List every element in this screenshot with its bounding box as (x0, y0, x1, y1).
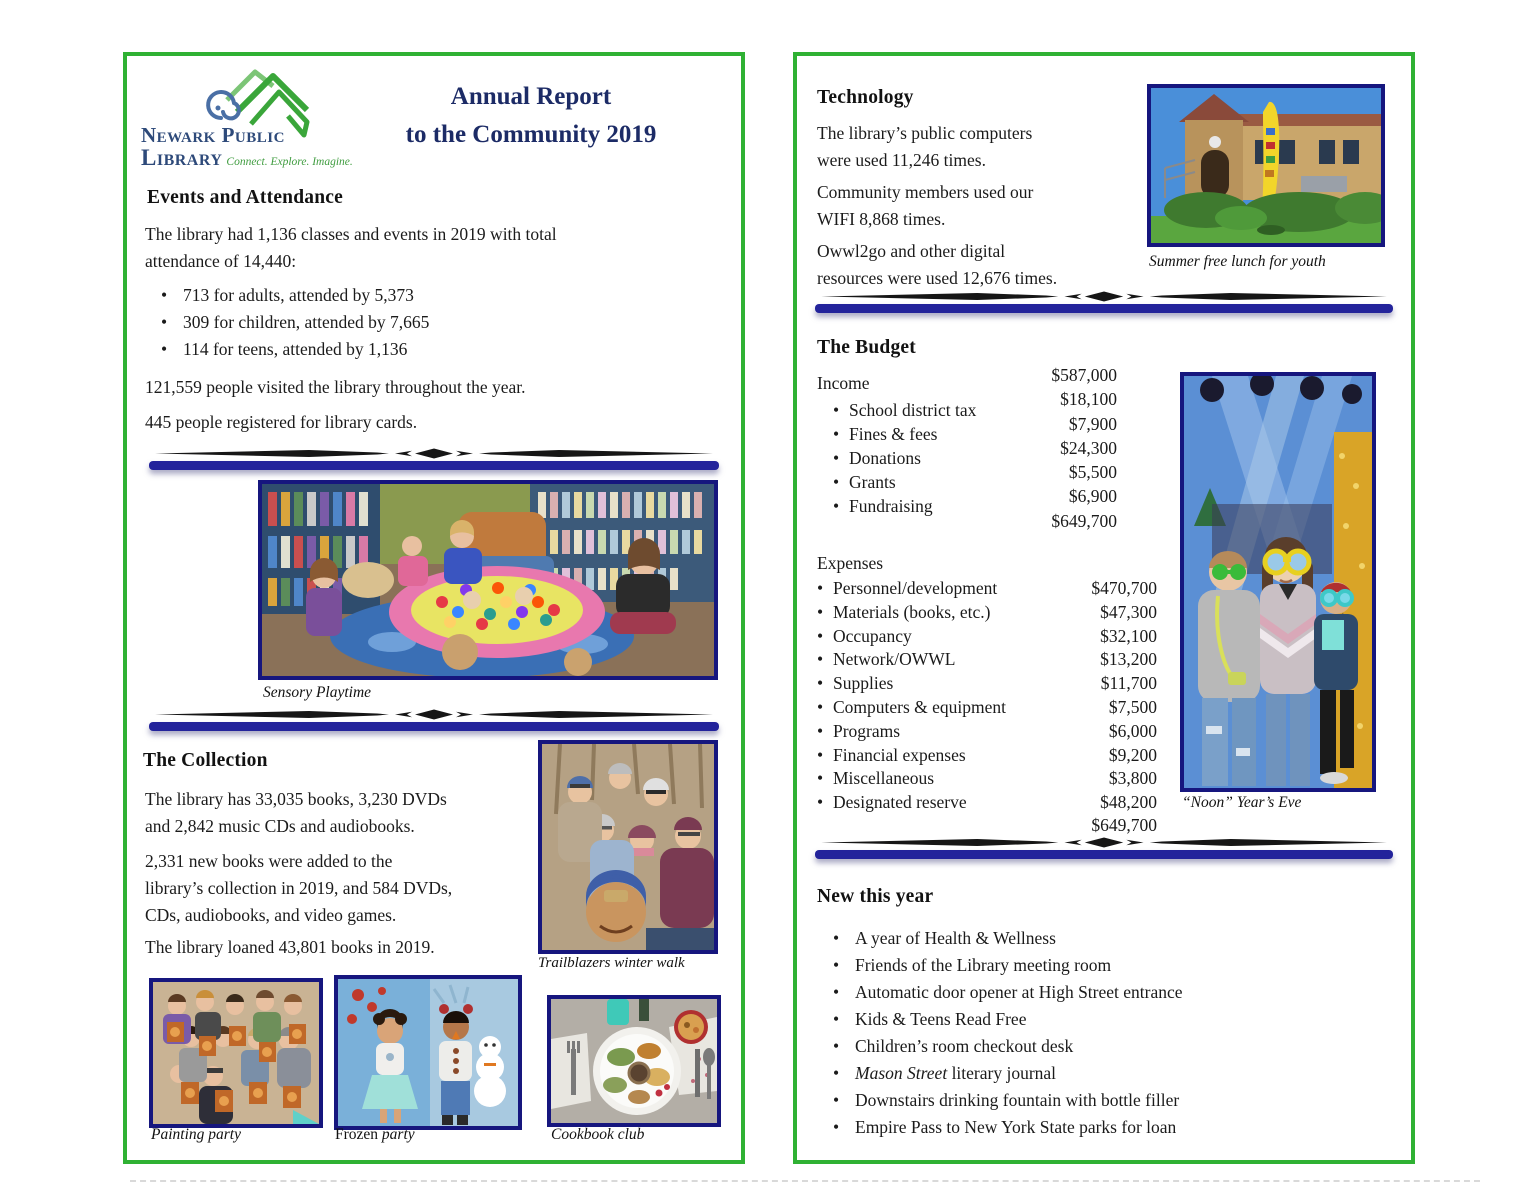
section-divider (815, 290, 1393, 313)
caption-painting-party: Painting party (151, 1126, 241, 1143)
photo-summer-free-lunch (1147, 84, 1385, 247)
list-item: • Automatic door opener at High Street entrance (833, 979, 1393, 1006)
expense-row: • Programs $6,000 (817, 720, 1157, 744)
income-value: $6,900 (1068, 486, 1117, 507)
technology-paragraph-2: Community members used our WIFI 8,868 times. (817, 182, 1034, 229)
events-cards-paragraph: 445 people registered for library cards. (145, 412, 418, 432)
bullet-icon (817, 720, 833, 744)
budget-heading: The Budget (817, 337, 916, 358)
expense-row: • Supplies $11,700 (817, 672, 1157, 696)
bullet-icon (833, 398, 849, 422)
list-item-mason-street: • Mason Street literary journal (833, 1060, 1393, 1087)
logo-tagline: Connect. Explore. Imagine. (226, 156, 353, 168)
photo-trailblazers-winter-walk (538, 740, 718, 954)
bullet-icon (833, 1006, 855, 1033)
bullet-icon (817, 601, 833, 625)
list-item: • School district tax (833, 398, 1053, 422)
bullet-icon (161, 309, 183, 336)
income-value: $7,900 (1068, 413, 1117, 434)
report-title-line2: to the Community 2019 (405, 121, 657, 148)
logo-name-line2: Library Connect. Explore. Imagine. (141, 145, 353, 170)
expense-row: • Designated reserve $48,200 (817, 791, 1157, 815)
list-item: • Kids & Teens Read Free (833, 1006, 1393, 1033)
collection-paragraph-1: The library has 33,035 books, 3,230 DVDs and 2,842 music CDs and audiobooks. (145, 789, 447, 836)
bullet-icon (833, 446, 849, 470)
budget-income-label: Income (817, 373, 870, 393)
budget-expenses-label: Expenses (817, 553, 884, 573)
technology-heading: Technology (817, 87, 914, 108)
bullet-icon (833, 1060, 855, 1087)
bullet-icon (161, 336, 183, 363)
new-this-year-list (833, 925, 1393, 1141)
list-item: • 114 for teens, attended by 1,136 (161, 336, 721, 363)
list-item: • Empire Pass to New York State parks for loan (833, 1114, 1393, 1141)
section-divider (149, 447, 719, 470)
list-item: • Fundraising (833, 494, 1053, 518)
list-item: • Children’s room checkout desk (833, 1033, 1393, 1060)
expense-row: • Materials (books, etc.) $47,300 (817, 601, 1157, 625)
noon-years-eve-image (1184, 376, 1372, 788)
divider-bar (149, 461, 719, 470)
photo-painting-party (149, 978, 323, 1128)
cookbook-club-image (551, 999, 717, 1123)
expense-row: • Miscellaneous $3,800 (817, 767, 1157, 791)
list-item: • 713 for adults, attended by 5,373 (161, 282, 721, 309)
logo-name-line1: Newark Public (141, 123, 285, 147)
bullet-icon (833, 494, 849, 518)
income-value: $24,300 (1060, 437, 1117, 458)
list-item: • Friends of the Library meeting room (833, 952, 1393, 979)
events-visits-paragraph: 121,559 people visited the library throughout the year. (145, 377, 526, 397)
bullet-icon (817, 648, 833, 672)
expense-row: • Occupancy $32,100 (817, 625, 1157, 649)
caption-summer-free-lunch: Summer free lunch for youth (1149, 253, 1326, 270)
bullet-icon (817, 672, 833, 696)
section-divider (815, 836, 1393, 859)
report-title-line1: Annual Report (450, 83, 612, 110)
trailblazers-image (542, 744, 714, 950)
collection-paragraph-2: 2,331 new books were added to the library’s collection in 2019, and 584 DVDs, CDs, audiobooks, and video games. (145, 851, 453, 925)
photo-frozen-party (334, 975, 522, 1130)
section-divider (149, 708, 719, 731)
report-title (345, 78, 717, 154)
bullet-icon (833, 925, 855, 952)
caption-cookbook-club: Cookbook club (551, 1126, 645, 1143)
divider-bar (149, 722, 719, 731)
sensory-playtime-image (262, 484, 714, 676)
scan-edge-artifact (130, 1180, 1480, 1182)
page-left (123, 52, 745, 1164)
divider-ornament (149, 708, 719, 721)
bullet-icon (817, 791, 833, 815)
expense-row: • Financial expenses $9,200 (817, 744, 1157, 768)
painting-party-image (153, 982, 319, 1124)
list-item: • 309 for children, attended by 7,665 (161, 309, 721, 336)
collection-heading: The Collection (143, 750, 268, 771)
events-heading: Events and Attendance (147, 187, 343, 208)
events-intro: The library had 1,136 classes and events in 2019 with total attendance of 14,440: (145, 224, 557, 271)
technology-paragraph-3: Owwl2go and other digital resources were used 12,676 times. (817, 241, 1058, 288)
frozen-party-image (338, 979, 518, 1126)
bullet-icon (161, 282, 183, 309)
budget-income-values (977, 363, 1117, 533)
divider-bar (815, 304, 1393, 313)
bullet-icon (833, 1087, 855, 1114)
divider-ornament (815, 836, 1393, 849)
bullet-icon (833, 470, 849, 494)
bullet-icon (817, 744, 833, 768)
events-bullet-list (161, 282, 721, 363)
income-value: $18,100 (1060, 389, 1117, 410)
bullet-icon (817, 577, 833, 601)
bullet-icon (833, 1114, 855, 1141)
income-value: $649,700 (1051, 510, 1117, 531)
new-this-year-heading: New this year (817, 886, 934, 907)
photo-noon-years-eve (1180, 372, 1376, 792)
library-logo (139, 64, 369, 174)
technology-paragraph-1: The library’s public computers were used 11,246 times. (817, 123, 1033, 170)
expense-row: • Personnel/development $470,700 (817, 577, 1157, 601)
photo-sensory-playtime (258, 480, 718, 680)
caption-frozen-party: Frozen party (335, 1126, 415, 1143)
income-value: $587,000 (1051, 365, 1117, 385)
divider-ornament (149, 447, 719, 460)
bullet-icon (833, 1033, 855, 1060)
caption-trailblazers: Trailblazers winter walk (538, 955, 685, 971)
page-right (793, 52, 1415, 1164)
bullet-icon (833, 422, 849, 446)
caption-noon-years-eve: “Noon” Year’s Eve (1182, 794, 1302, 811)
list-item: • Grants (833, 470, 1053, 494)
bullet-icon (833, 952, 855, 979)
expense-row: • Network/OWWL $13,200 (817, 648, 1157, 672)
bullet-icon (833, 979, 855, 1006)
bullet-icon (817, 767, 833, 791)
caption-sensory-playtime: Sensory Playtime (263, 684, 372, 701)
bullet-icon (817, 696, 833, 720)
summer-free-lunch-image (1151, 88, 1381, 243)
photo-cookbook-club (547, 995, 721, 1127)
divider-ornament (815, 290, 1393, 303)
budget-expenses-table (817, 577, 1157, 815)
budget-expenses-total: $649,700 (1091, 815, 1157, 835)
bullet-icon (817, 625, 833, 649)
collection-paragraph-3: The library loaned 43,801 books in 2019. (145, 937, 435, 957)
list-item: • Donations (833, 446, 1053, 470)
list-item: • Downstairs drinking fountain with bottle filler (833, 1087, 1393, 1114)
divider-bar (815, 850, 1393, 859)
income-value: $5,500 (1068, 462, 1117, 483)
list-item: • A year of Health & Wellness (833, 925, 1393, 952)
expense-row: • Computers & equipment $7,500 (817, 696, 1157, 720)
list-item: • Fines & fees (833, 422, 1053, 446)
